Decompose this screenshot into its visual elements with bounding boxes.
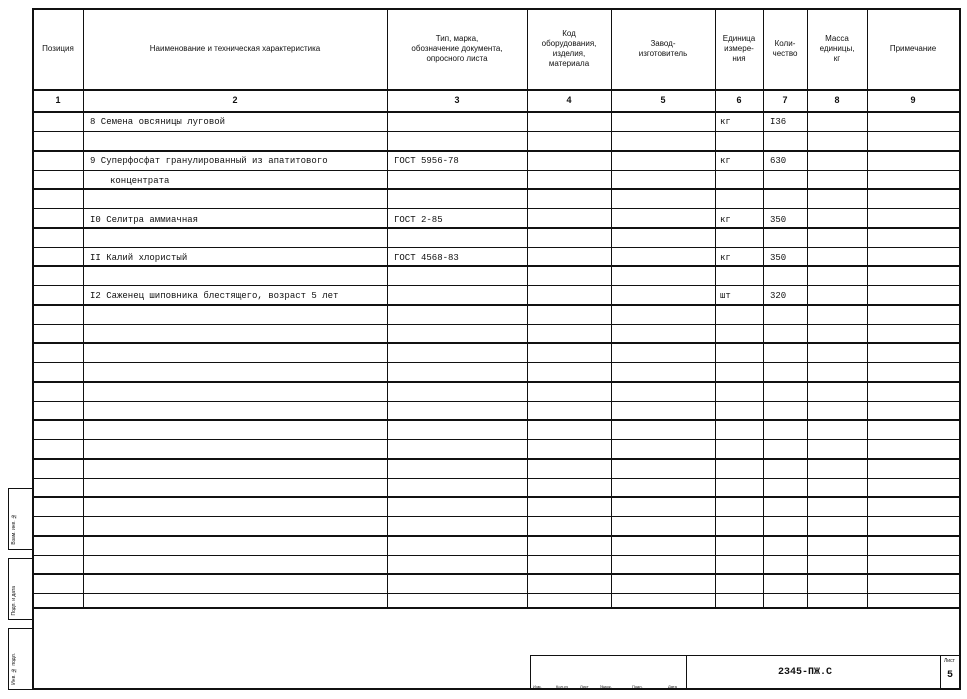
tb-label-list: Лист [580, 684, 589, 689]
document-code: 2345-ПЖ.С [778, 667, 833, 678]
grid-row-line [32, 401, 961, 402]
tb-label-podp: Подп. [632, 684, 643, 689]
grid-row-line [32, 285, 961, 286]
row-8-qty: I36 [770, 117, 787, 127]
colnum-3: 3 [454, 95, 460, 105]
row-12-name: I2 Саженец шиповника блестящего, возраст 5 лет [90, 291, 339, 301]
sheet-label: Лист [944, 658, 955, 664]
grid-row-line [32, 131, 961, 132]
colnum-1: 1 [55, 95, 61, 105]
row-11-name: II Калий хлористый [90, 253, 188, 263]
grid-column-line [527, 8, 528, 607]
colnum-7: 7 [782, 95, 788, 105]
side-box-inv-number [8, 628, 32, 690]
header-unit: Единица измере- ния [722, 34, 756, 63]
grid-row-line [32, 496, 961, 498]
grid-row-line [32, 208, 961, 209]
grid-column-line [715, 8, 716, 607]
grid-row-line [32, 89, 961, 91]
row-10-unit: кг [720, 215, 731, 225]
grid-row-line [32, 324, 961, 325]
grid-row-line [32, 304, 961, 306]
grid-row-line [32, 607, 961, 609]
header-position: Позиция [42, 44, 74, 53]
tb-label-date: Дата [668, 684, 677, 689]
grid-row-line [32, 362, 961, 363]
grid-row-line [32, 111, 961, 113]
grid-row-line [32, 150, 961, 152]
colnum-6: 6 [736, 95, 742, 105]
grid-row-line [32, 593, 961, 594]
row-10-name: I0 Селитра аммиачная [90, 215, 199, 225]
colnum-4: 4 [566, 95, 572, 105]
row-11-qty: 350 [770, 253, 787, 263]
titleblock-top-line [530, 655, 961, 656]
grid-column-line [763, 8, 764, 607]
grid-column-line [83, 8, 84, 607]
grid-row-line [32, 419, 961, 421]
header-code: Код оборудования, изделия, материала [541, 29, 597, 68]
row-9-name: 9 Суперфосфат гранулированный из апатитового [90, 156, 328, 166]
colnum-9: 9 [910, 95, 916, 105]
grid-column-line [611, 8, 612, 607]
row-11-unit: кг [720, 253, 731, 263]
titleblock-left-line [530, 655, 531, 690]
grid-row-line [32, 535, 961, 537]
row-9-doc: ГОСТ 5956-78 [394, 156, 459, 166]
tb-label-doc: №док. [600, 684, 612, 689]
grid-column-line [387, 8, 388, 607]
grid-row-line [32, 555, 961, 556]
grid-row-line [32, 265, 961, 267]
tb-label-izm: Изм. [533, 684, 542, 689]
grid-row-line [32, 458, 961, 460]
side-caption-1: Взам. инв. № [11, 513, 17, 545]
sheet-number: 5 [947, 670, 954, 681]
row-9-name-cont: концентрата [110, 176, 170, 186]
row-12-qty: 320 [770, 291, 787, 301]
header-mass: Масса единицы, кг [819, 34, 855, 63]
grid-row-line [32, 247, 961, 248]
grid-row-line [32, 188, 961, 190]
grid-row-line [32, 439, 961, 440]
titleblock-code-line [686, 655, 687, 690]
row-8-name: 8 Семена овсяницы луговой [90, 117, 226, 127]
colnum-2: 2 [232, 95, 238, 105]
side-box-replaced-inv [8, 488, 32, 550]
row-9-unit: кг [720, 156, 731, 166]
grid-row-line [32, 170, 961, 171]
row-12-unit: шт [720, 291, 731, 301]
row-10-qty: 350 [770, 215, 787, 225]
header-name: Наименование и техническая характеристика [149, 44, 321, 53]
row-10-doc: ГОСТ 2-85 [394, 215, 443, 225]
grid-row-line [32, 342, 961, 344]
header-quantity: Коли- чество [772, 39, 798, 58]
header-note: Примечание [889, 44, 937, 53]
row-11-doc: ГОСТ 4568-83 [394, 253, 459, 263]
colnum-5: 5 [660, 95, 666, 105]
tb-label-kol: Кол.уч [556, 684, 568, 689]
row-8-unit: кг [720, 117, 731, 127]
grid-row-line [32, 516, 961, 517]
row-9-qty: 630 [770, 156, 787, 166]
side-caption-3: Инв. № подл. [11, 653, 17, 685]
side-caption-2: Подп. и дата [11, 585, 17, 615]
grid-row-line [32, 227, 961, 229]
header-doc: Тип, марка, обозначение документа, опросного листа [411, 34, 503, 63]
grid-row-line [32, 478, 961, 479]
grid-row-line [32, 573, 961, 575]
grid-row-line [32, 381, 961, 383]
grid-column-line [807, 8, 808, 607]
header-manufacturer: Завод- изготовитель [638, 39, 688, 58]
side-box-sign-date [8, 558, 32, 620]
titleblock-sheet-line [940, 655, 941, 690]
colnum-8: 8 [834, 95, 840, 105]
grid-column-line [867, 8, 868, 607]
